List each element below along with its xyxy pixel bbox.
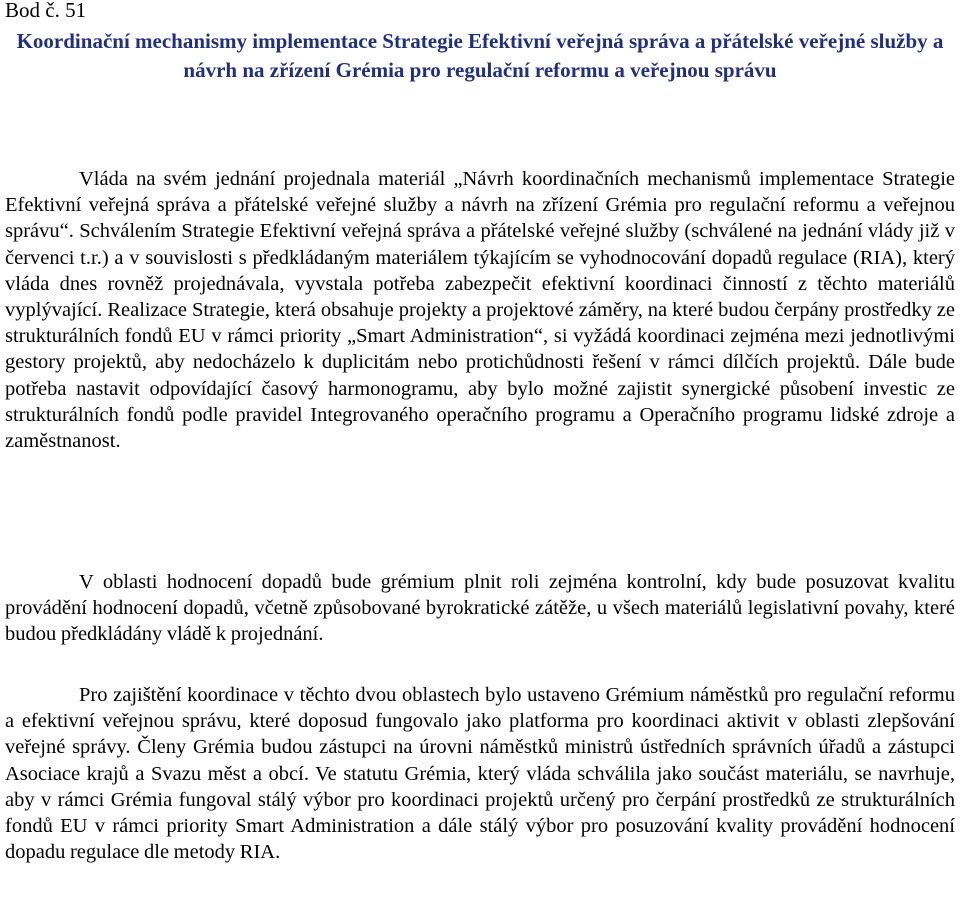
item-number: Bod č. 51 [5, 0, 87, 22]
paragraph-3: Pro zajištění koordinace v těchto dvou oblastech bylo ustaveno Grémium náměstků pro regulační reformu a efektivní veřejnou správu, které doposud fungovalo jako platforma pro koordinaci aktivit v oblasti zlepšování veřejné správy. Členy Grémia budou zástupci na úrovni náměstků ministrů ústředních správních úřadů a zástupci Asociace krajů a Svazu měst a obcí. Ve statutu Grémia, který vláda schválila jako součást materiálu, se navrhuje, aby v rámci Grémia fungoval stálý výbor pro koordinaci projektů určený pro čerpání prostředků ze strukturálních fondů EU v rámci priority Smart Administration a dále stálý výbor pro posuzování kvality provádění hodnocení dopadu regulace dle metody RIA. [5, 684, 955, 864]
paragraph-1: Vláda na svém jednání projednala materiál „Návrh koordinačních mechanismů implementace Strategie Efektivní veřejná správa a přátelské veřejné služby a návrh na zřízení Grémia pro regulační reformu a veřejnou správu“. Schválením Strategie Efektivní veřejná správa a přátelské veřejné služby (schválené na jednání vlády již v červenci t.r.) a v souvislosti s předkládaným materiálem týkajícím se vyhodnocování dopadů regulace (RIA), který vláda dnes rovněž projednávala, vyvstala potřeba zabezpečit efektivní koordinaci činností z těchto materiálů vyplývající. Realizace Strategie, která obsahuje projekty a projektové záměry, na které budou čerpány prostředky ze strukturálních fondů EU v rámci priority „Smart Administration“, si vyžádá koordinaci zejména mezi jednotlivými gestory projektů, aby nedocházelo k duplicitám nebo protichůdnosti řešení v rámci dílčích projektů. Dále bude potřeba nastavit odpovídající časový harmonogramu, aby bylo možné zajistit synergické působení investic ze strukturálních fondů podle pravidel Integrovaného operačního programu a Operačního programu lidské zdroje a zaměstnanost. [5, 168, 955, 453]
document-title: Koordinační mechanismy implementace Strategie Efektivní veřejná správa a přátelské veřejné služby a návrh na zřízení Grémia pro regulační reformu a veřejnou správu [16, 29, 944, 82]
paragraph-2: V oblasti hodnocení dopadů bude grémium plnit roli zejména kontrolní, kdy bude posuzovat kvalitu provádění hodnocení dopadů, včetně způsobované byrokratické zátěže, u všech materiálů legislativní povahy, které budou předkládány vládě k projednání. [5, 571, 955, 646]
